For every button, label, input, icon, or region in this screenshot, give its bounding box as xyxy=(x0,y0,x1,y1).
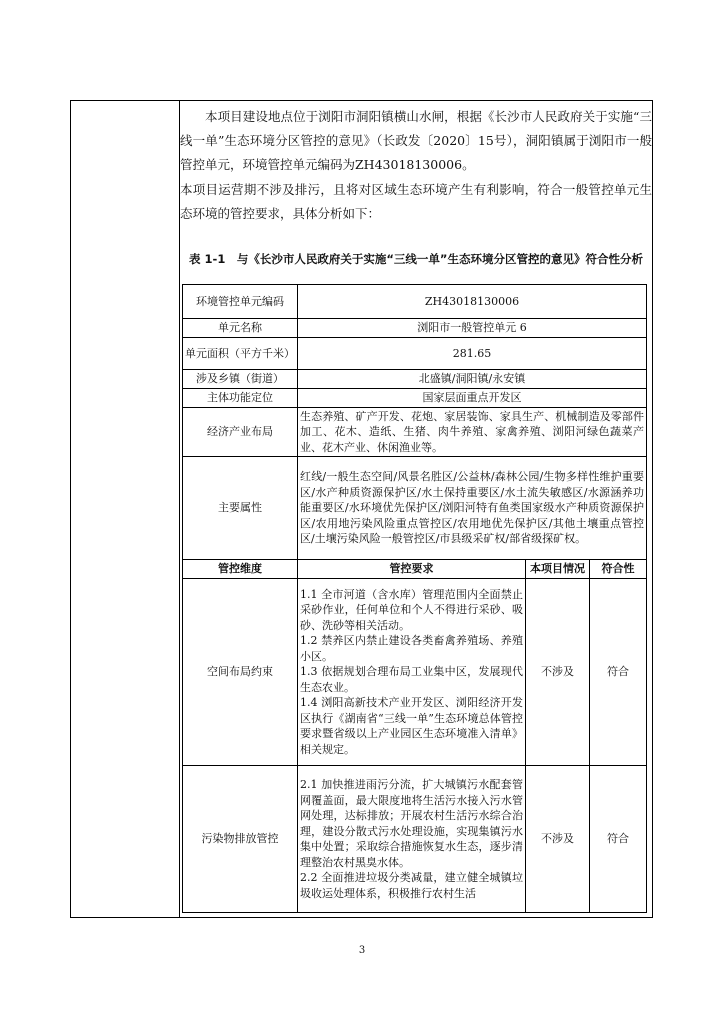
compliance-result: 符合 xyxy=(590,579,647,766)
intro-paragraph-2: 本项目运营期不涉及排污，且将对区域生态环境产生有利影响，符合一般管控单元生态环境的管控要求，具体分析如下： xyxy=(180,181,652,221)
info-label: 主体功能定位 xyxy=(183,389,298,408)
project-status: 不涉及 xyxy=(526,579,590,766)
page-number: 3 xyxy=(358,945,366,956)
table-row xyxy=(183,457,647,560)
control-dimension: 污染物排放管控 xyxy=(183,766,298,913)
info-value: 北盛镇/洞阳镇/永安镇 xyxy=(298,370,647,389)
info-value: 生态养殖、矿产开发、花炮、家居装饰、家具生产、机械制造及零部件加工、花木、造纸、生猪、肉牛养殖、家禽养殖、浏阳河绿色蔬菜产业、花木产业、休闲渔业等。 xyxy=(298,408,647,457)
table-row xyxy=(183,285,647,319)
requirement-item: 1.4 浏阳高新技术产业开发区、浏阳经济开发区执行《湖南省“三线一单”生态环境总体管控要求暨省级以上产业园区生态环境准入清单》相关规定。 xyxy=(300,696,523,756)
compliance-table xyxy=(182,284,647,913)
header-status: 本项目情况 xyxy=(526,560,590,579)
control-dimension: 空间布局约束 xyxy=(183,579,298,766)
header-compliance: 符合性 xyxy=(590,560,647,579)
info-label: 环境管控单元编码 xyxy=(183,285,298,319)
control-requirement xyxy=(298,579,526,766)
requirement-item: 1.2 禁养区内禁止建设各类畜禽养殖场、养殖小区。 xyxy=(300,634,523,663)
requirement-item: 2.1 加快推进雨污分流，扩大城镇污水配套管网覆盖面，最大限度地将生活污水接入污水管网处理，达标排放；开展农村生活污水综合治理，建设分散式污水处理设施，实现集镇污水集中处置；采取综合措施恢复水生态，逐步清理整治农村黑臭水体。 xyxy=(300,778,523,869)
outer-table-frame xyxy=(70,100,653,918)
info-value: 国家层面重点开发区 xyxy=(298,389,647,408)
info-value: 281.65 xyxy=(298,338,647,370)
info-label: 单元名称 xyxy=(183,319,298,338)
header-dimension: 管控维度 xyxy=(183,560,298,579)
table-row xyxy=(183,338,647,370)
requirement-item: 1.1 全市河道（含水库）管理范围内全面禁止采砂作业，任何单位和个人不得进行采砂、吸砂、洗砂等相关活动。 xyxy=(300,587,523,632)
table-caption: 表 1-1 与《长沙市人民政府关于实施“三线一单”生态环境分区管控的意见》符合性分析 xyxy=(189,252,643,266)
compliance-result: 符合 xyxy=(590,766,647,913)
info-value: 红线/一般生态空间/风景名胜区/公益林/森林公园/生物多样性维护重要区/水产种质资源保护区/水土保持重要区/水土流失敏感区/水源涵养功能重要区/水环境优先保护区/浏阳河特有鱼类国家级水产种质资源保护区/农用地污染风险重点管控区/农用地优先保护区/其他土壤重点管控区/土壤污染风险一般管控区/市县级采矿权/部省级探矿权。 xyxy=(298,457,647,560)
info-value: ZH43018130006 xyxy=(298,285,647,319)
table-header-row xyxy=(183,560,647,579)
requirement-item: 2.2 全面推进垃圾分类减量，建立健全城镇垃圾收运处理体系，积极推行农村生活 xyxy=(300,871,523,900)
intro-text xyxy=(180,105,652,226)
requirement-item: 1.3 依据规划合理布局工业集中区，发展现代生态农业。 xyxy=(300,665,523,694)
project-status: 不涉及 xyxy=(526,766,590,913)
info-label: 主要属性 xyxy=(183,457,298,560)
header-requirement: 管控要求 xyxy=(298,560,526,579)
control-requirement xyxy=(298,766,526,913)
info-label: 经济产业布局 xyxy=(183,408,298,457)
table-row xyxy=(183,408,647,457)
info-value: 浏阳市一般管控单元 6 xyxy=(298,319,647,338)
table-row xyxy=(183,319,647,338)
table-row xyxy=(183,370,647,389)
intro-paragraph-1: 本项目建设地点位于浏阳市洞阳镇横山水闸，根据《长沙市人民政府关于实施“三线一单”生态环境分区管控的意见》（长政发〔2020〕15号），洞阳镇属于浏阳市一般管控单元，环境管控单元编码为ZH43018130006。 xyxy=(180,109,652,173)
table-row xyxy=(183,766,647,913)
table-row xyxy=(183,389,647,408)
table-row xyxy=(183,579,647,766)
info-label: 单元面积（平方千米） xyxy=(183,338,298,370)
info-label: 涉及乡镇（街道） xyxy=(183,370,298,389)
